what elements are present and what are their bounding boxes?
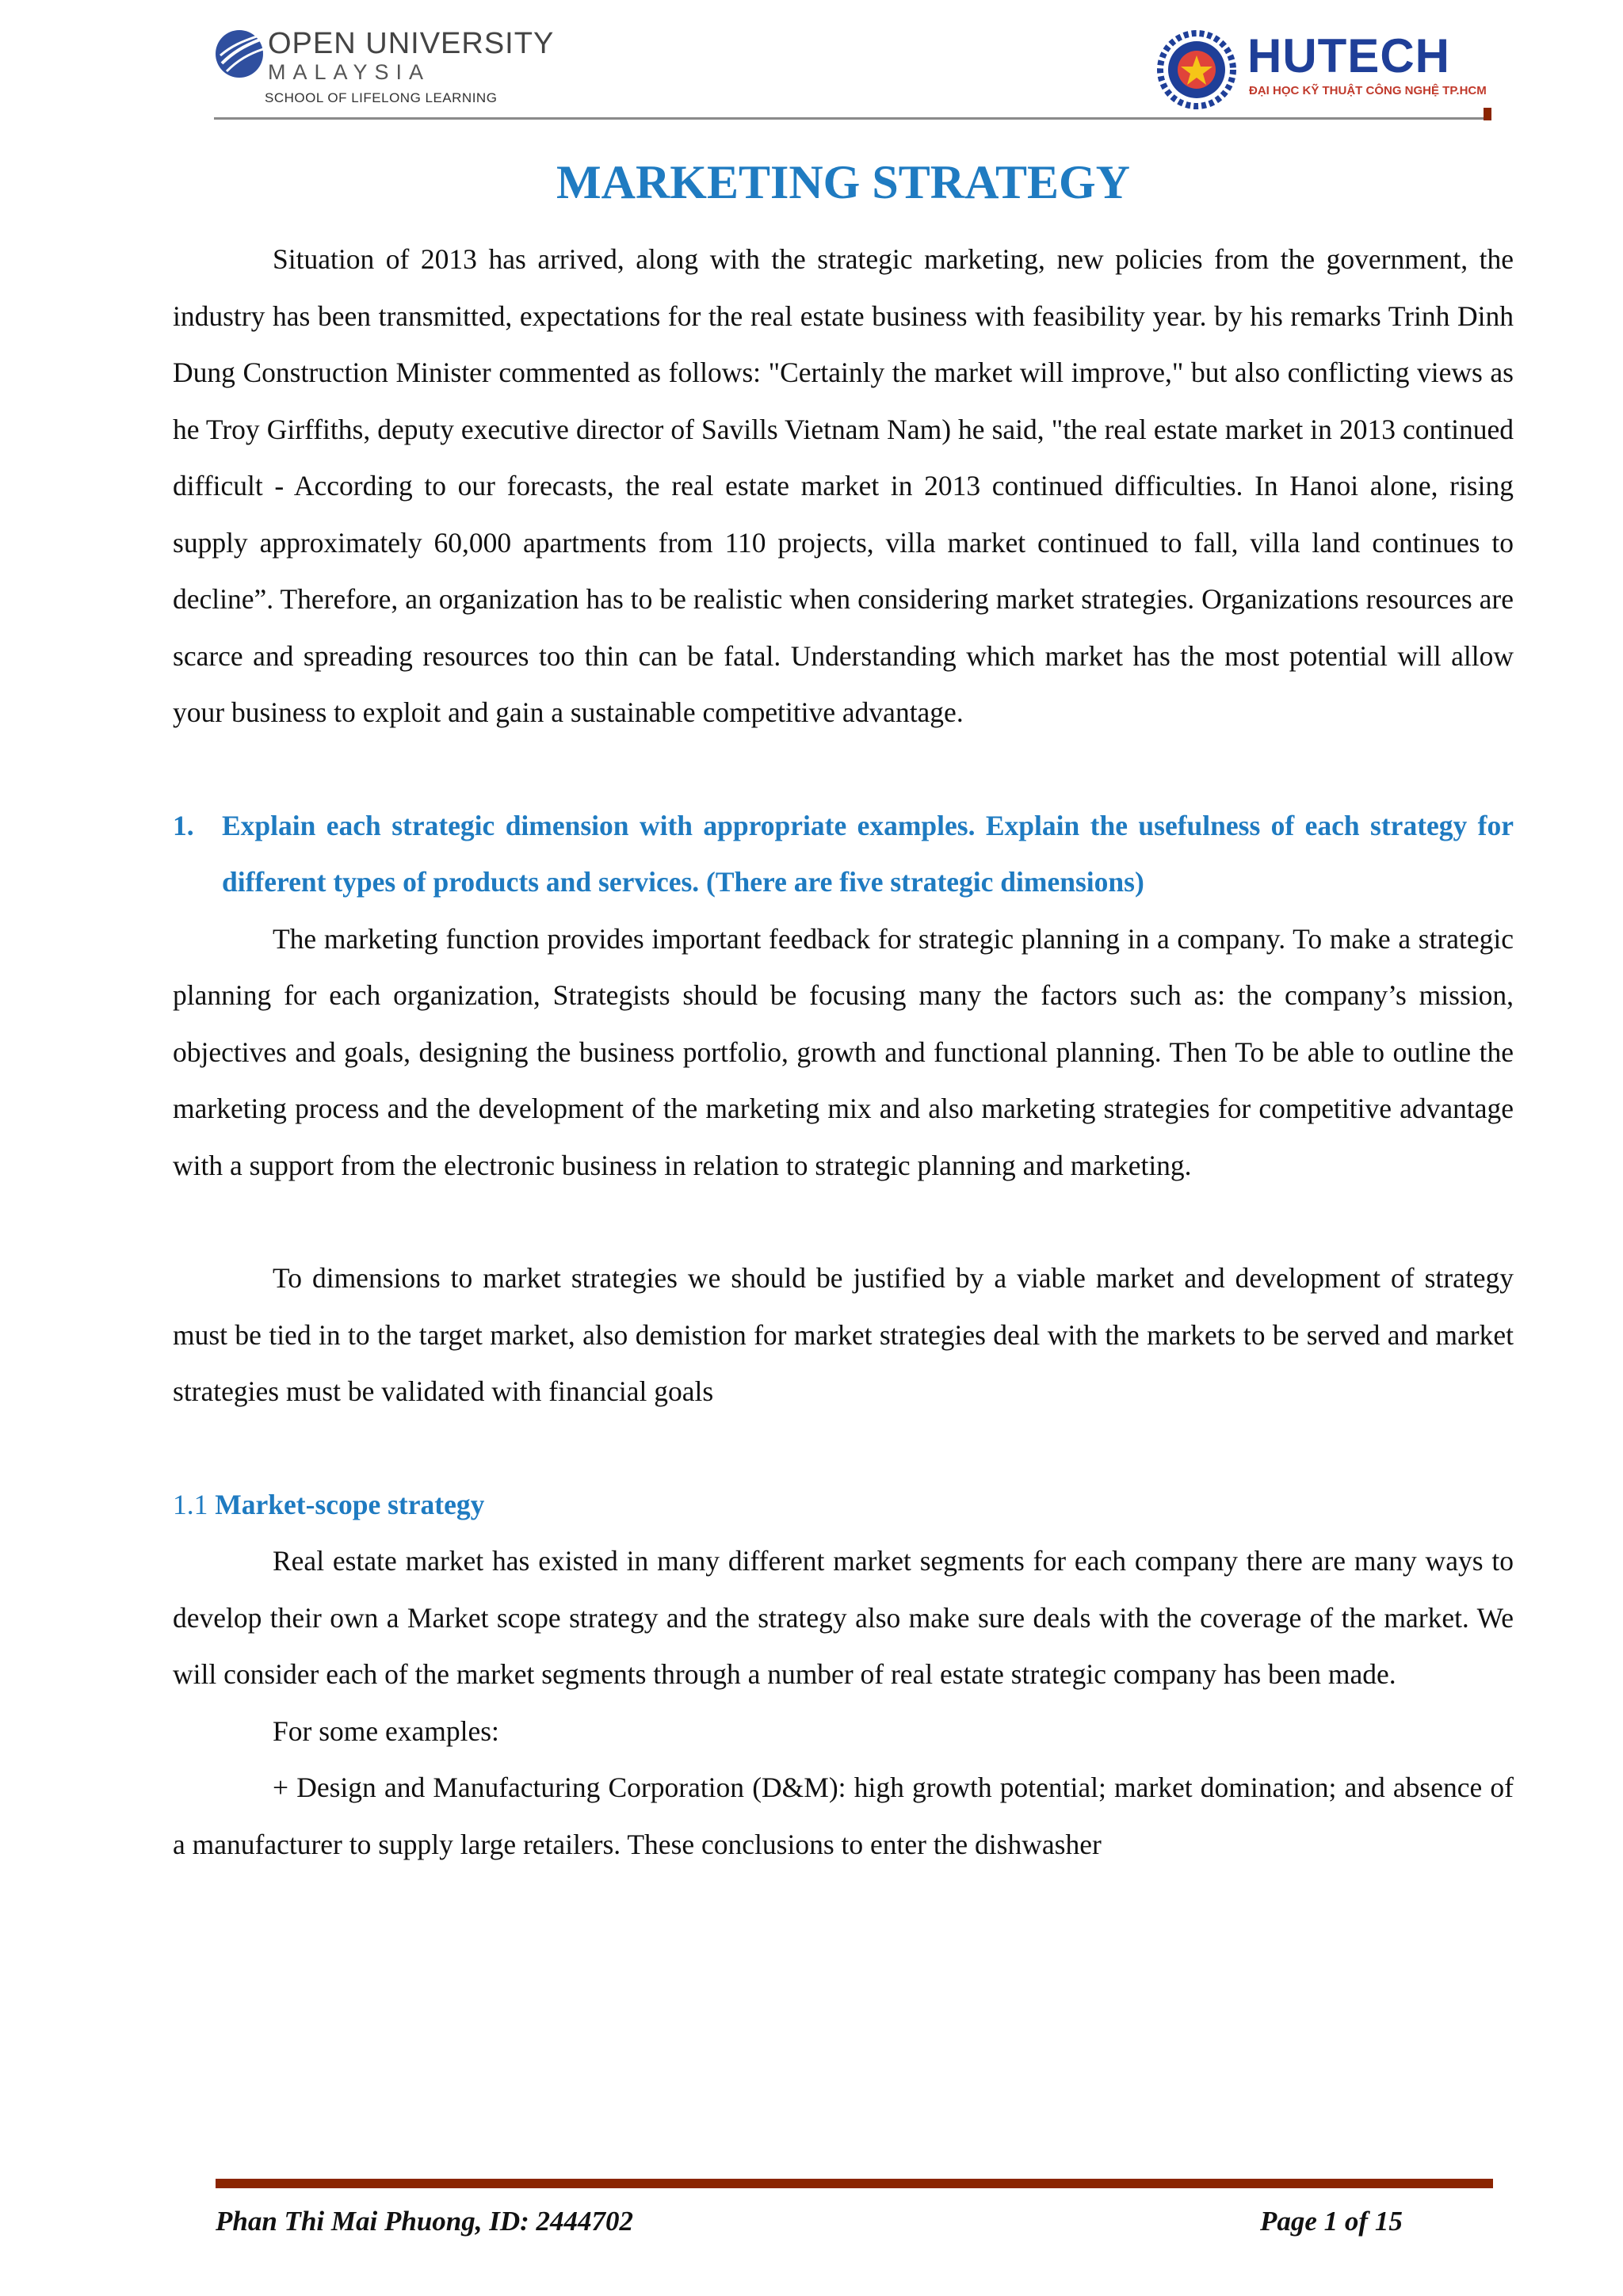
spacer: [173, 1194, 1514, 1250]
footer-page-number: Page 1 of 15: [1260, 2206, 1403, 2237]
oum-logo-line2: MALAYSIA: [268, 60, 431, 84]
header-divider: [214, 117, 1484, 120]
spacer: [173, 1421, 1514, 1477]
document-title: MARKETING STRATEGY: [556, 156, 1130, 208]
section-1-number: 1.: [173, 809, 194, 841]
hutech-logo-subtitle: ĐẠI HỌC KỸ THUẬT CÔNG NGHỆ TP.HCM: [1249, 84, 1487, 97]
section-1-1-heading-text: Market-scope strategy: [215, 1488, 485, 1520]
header-divider-accent: [1484, 108, 1491, 120]
footer-divider: [216, 2179, 1493, 2188]
hutech-logo-name: HUTECH: [1247, 29, 1450, 82]
page-header: [0, 0, 1623, 127]
section-1-paragraph-1: The marketing function provides important feedback for strategic planning in a company. To make a strategic planning for each organization, Strategists should be focusing many the factors such as: the company’s mission, objectives and goals, designing the business portfolio, growth and functional planning. Then To be able to outline the marketing process and the development of the marketing mix and also marketing strategies for competitive advantage with a support from the electronic business in relation to strategic planning and marketing.: [173, 922, 1514, 1181]
oum-logo-line3: SCHOOL OF LIFELONG LEARNING: [265, 90, 498, 105]
section-1-paragraph-2: To dimensions to market strategies we should be justified by a viable market and development of strategy must be tied in to the target market, also demistion for market strategies deal with the markets to be served and market strategies must be validated with financial goals: [173, 1262, 1514, 1407]
document-body: [173, 151, 1514, 1873]
hutech-logo: [1157, 24, 1490, 119]
section-1-heading-text: Explain each strategic dimension with appropriate examples. Explain the usefulness of each strategy for different types of products and services. (There are five strategic dimensions): [222, 809, 1514, 898]
section-1-1-paragraph-1: Real estate market has existed in many different market segments for each company there are many ways to develop their own a Market scope strategy and the strategy also make sure deals with the coverage of the market. We will consider each of the market segments through a number of real estate strategic company has been made.: [173, 1545, 1514, 1690]
intro-paragraph: Situation of 2013 has arrived, along with the strategic marketing, new policies from the government, the industry has been transmitted, expectations for the real estate business with feasibility year. by his remarks Trinh Dinh Dung Construction Minister commented as follows: "Certainly the market will improve," but also conflicting views as he Troy Girffiths, deputy executive director of Savills Vietnam Nam) he said, "the real estate market in 2013 continued difficult - According to our forecasts, the real estate market in 2013 continued difficulties. In Hanoi alone, rising supply approximately 60,000 apartments from 110 projects, villa market continued to fall, villa land continues to decline”. Therefore, an organization has to be realistic when considering market strategies. Organizations resources are scarce and spreading resources too thin can be fatal. Understanding which market has the most potential will allow your business to exploit and gain a sustainable competitive advantage.: [173, 243, 1514, 728]
open-university-malaysia-logo: [214, 25, 555, 113]
section-1-1-heading: [173, 1477, 1514, 1534]
section-1-1-number: 1.1: [173, 1488, 208, 1520]
section-1-1-paragraph-2: For some examples:: [273, 1714, 499, 1747]
oum-globe-icon: [214, 29, 265, 79]
section-1-heading: [173, 798, 1514, 911]
hutech-emblem-icon: [1157, 30, 1236, 109]
oum-logo-line1: OPEN UNIVERSITY: [268, 27, 555, 60]
section-1-1-paragraph-3: + Design and Manufacturing Corporation (D&M): high growth potential; market domination; and absence of a manufacturer to supply large retailers. These conclusions to enter the dishwasher: [173, 1772, 1514, 1860]
spacer: [173, 742, 1514, 798]
footer-author: Phan Thi Mai Phuong, ID: 2444702: [216, 2206, 634, 2237]
